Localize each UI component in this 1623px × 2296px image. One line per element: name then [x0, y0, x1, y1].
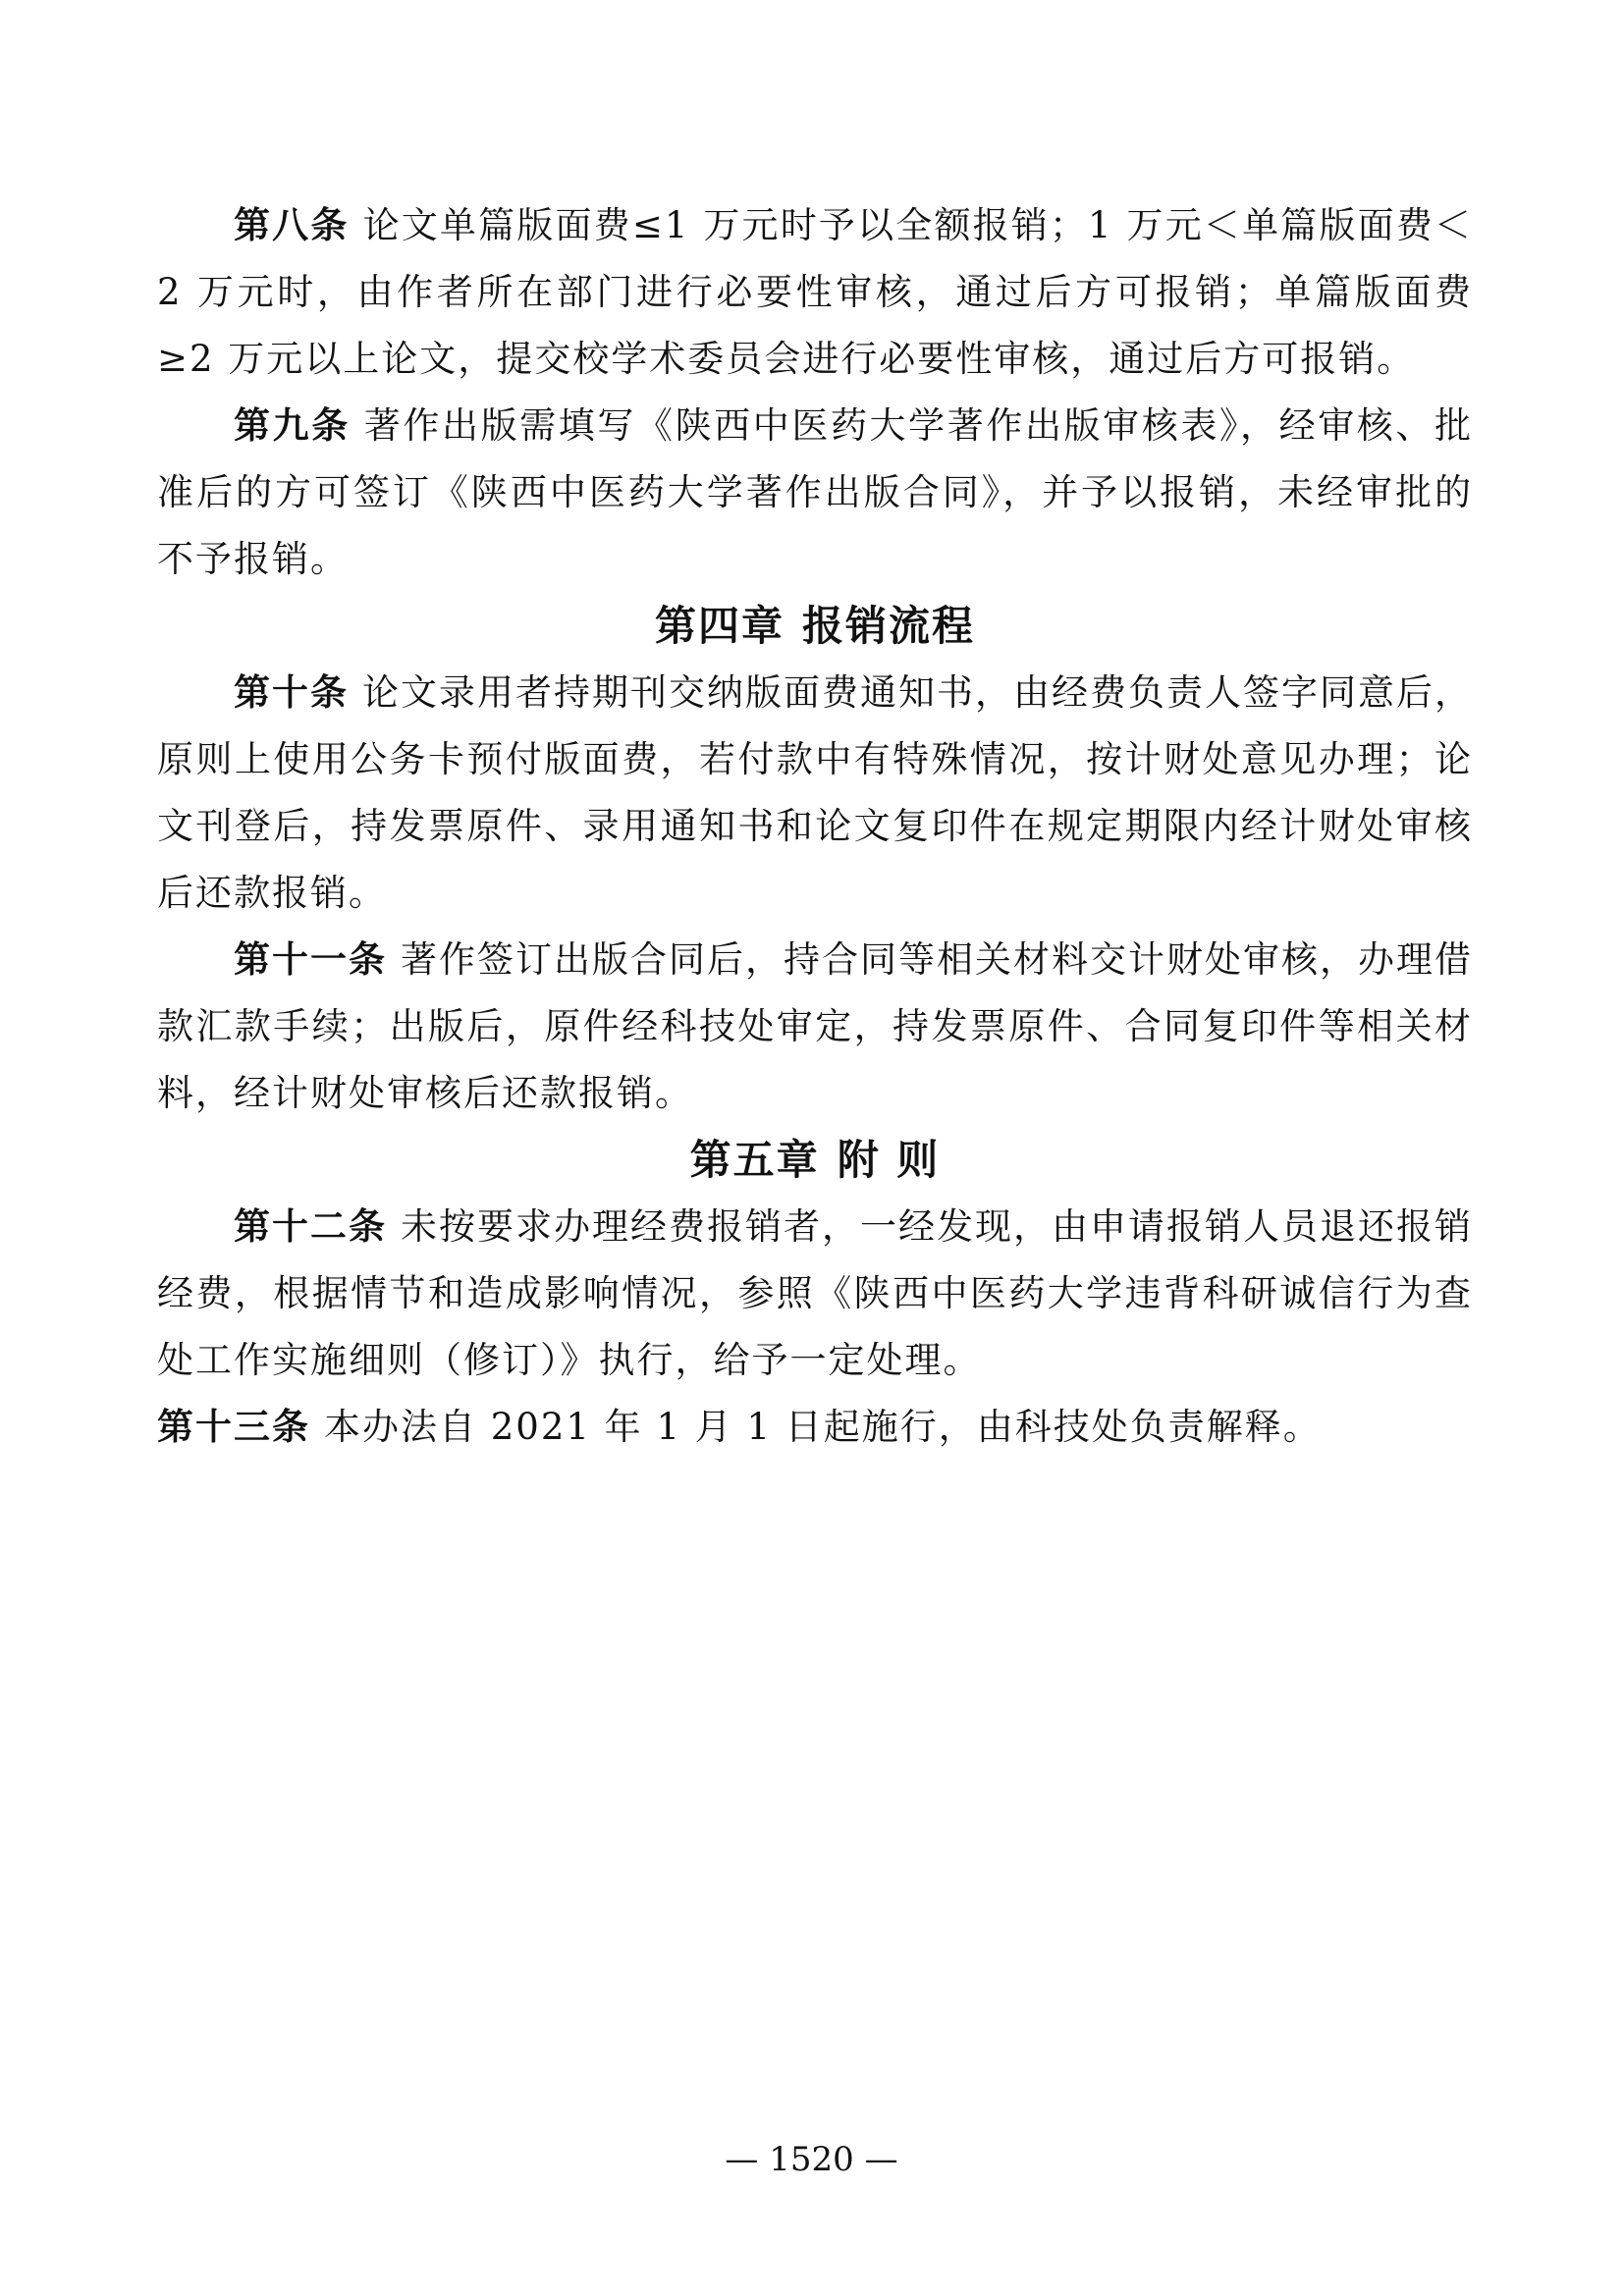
- chapter-5-title: 附 则: [837, 1136, 941, 1184]
- chapter-5-heading: [157, 1127, 1473, 1194]
- article-11: [157, 927, 1473, 1127]
- document-body: [157, 192, 1473, 1461]
- article-12-label: 第十二条: [234, 1205, 387, 1248]
- article-13-text: 本办法自 2021 年 1 月 1 日起施行，由科技处负责解释。: [324, 1406, 1322, 1448]
- article-8-text: 论文单篇版面费≤1 万元时予以全额报销；1 万元＜单篇版面费＜2 万元时，由作者所在部门进行必要性审核，通过后方可报销；单篇版面费≥2 万元以上论文，提交校学术委员会进行必要性审核，通过后方可报销。: [157, 204, 1473, 380]
- article-9-text: 著作出版需填写《陕西中医药大学著作出版审核表》，经审核、批准后的方可签订《陕西中医药大学著作出版合同》，并予以报销，未经审批的不予报销。: [157, 404, 1474, 580]
- article-12-text: 未按要求办理经费报销者，一经发现，由申请报销人员退还报销经费，根据情节和造成影响情况，参照《陕西中医药大学违背科研诚信行为查处工作实施细则（修订）》执行，给予一定处理。: [157, 1205, 1473, 1381]
- article-9-label: 第九条: [234, 404, 351, 447]
- article-10-label: 第十条: [234, 671, 349, 714]
- article-11-label: 第十一条: [234, 938, 387, 981]
- article-13: [157, 1394, 1473, 1461]
- chapter-4-number: 第四章: [654, 602, 784, 650]
- article-13-label: 第十三条: [157, 1406, 310, 1448]
- article-11-text: 著作签订出版合同后，持合同等相关材料交计财处审核，办理借款汇款手续；出版后，原件经科技处审定，持发票原件、合同复印件等相关材料，经计财处审核后还款报销。: [157, 938, 1473, 1114]
- page-number: — 1520 —: [725, 2140, 898, 2179]
- article-10: [157, 660, 1473, 927]
- chapter-4-heading: [157, 593, 1473, 660]
- article-8: [157, 192, 1473, 393]
- article-12: [157, 1194, 1473, 1394]
- article-8-label: 第八条: [234, 204, 350, 246]
- article-9: [157, 393, 1473, 593]
- chapter-4-title: 报销流程: [802, 602, 976, 650]
- chapter-5-number: 第五章: [689, 1136, 820, 1184]
- article-10-text: 论文录用者持期刊交纳版面费通知书，由经费负责人签字同意后，原则上使用公务卡预付版面费，若付款中有特殊情况，按计财处意见办理；论文刊登后，持发票原件、录用通知书和论文复印件在规定期限内经计财处审核后还款报销。: [157, 671, 1473, 914]
